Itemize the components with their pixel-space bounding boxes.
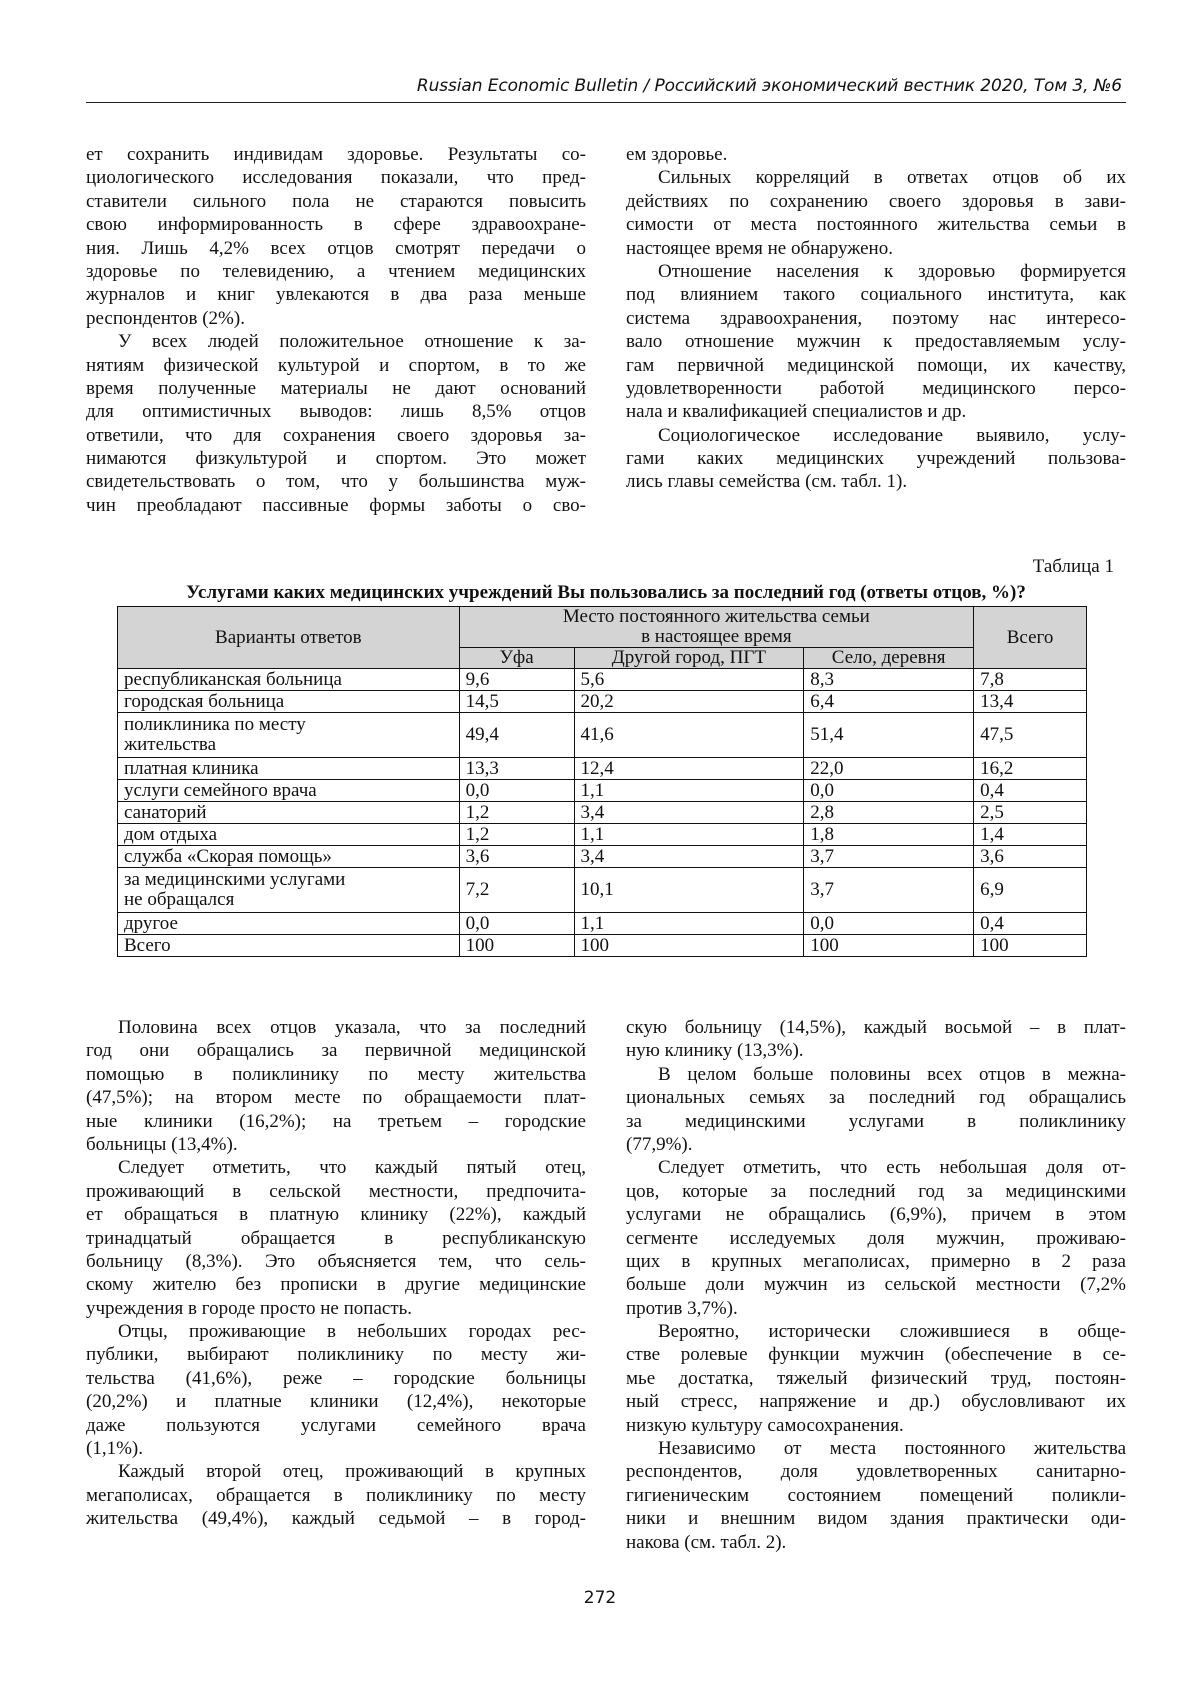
row-value: 1,4 <box>974 824 1087 846</box>
row-value: 3,7 <box>804 846 974 868</box>
row-label-line: не обращался <box>124 889 235 910</box>
table-row <box>118 913 1087 935</box>
text-line: здоровье по телевидению, а чтением медицинских <box>86 260 586 282</box>
text-line: Сильных корреляций в ответах отцов об их <box>658 167 1126 189</box>
text-line: ет сохранить индивидам здоровье. Результаты со- <box>86 144 586 165</box>
results-table <box>117 606 1087 957</box>
text-line: В целом больше половины всех отцов в межна- <box>658 1063 1126 1085</box>
row-value: 0,4 <box>974 780 1087 802</box>
row-label-line: республиканская больница <box>124 668 342 690</box>
subheader-ufa: Уфа <box>459 648 574 669</box>
row-label <box>118 713 460 758</box>
table-row <box>118 669 1087 691</box>
text-line: Отношение населения к здоровью формируется <box>658 260 1126 282</box>
table-row <box>118 935 1087 957</box>
text-line: время полученные материалы не дают оснований <box>86 377 586 399</box>
text-line: за медицинскими услугами в поликлинику <box>626 1110 1126 1132</box>
text-line: действиях по сохранению своего здоровья в зави- <box>626 190 1126 212</box>
text-line: циональных семьях за последний год обращались <box>626 1087 1126 1109</box>
text-line: даже пользуются услугами семейного врача <box>86 1414 586 1436</box>
text-line: (20,2%) и платные клиники (12,4%), некоторые <box>86 1391 586 1413</box>
top-right-column <box>626 143 1126 494</box>
row-label-line: служба «Скорая помощь» <box>124 845 332 867</box>
text-line: циологического исследования показали, что пред- <box>86 167 586 189</box>
row-label <box>118 913 460 935</box>
header-total: Всего <box>974 607 1087 669</box>
text-line: Вероятно, исторически сложившиеся в обще- <box>658 1321 1126 1343</box>
text-line: Каждый второй отец, проживающий в крупных <box>118 1461 586 1483</box>
row-label <box>118 824 460 846</box>
row-value: 100 <box>804 935 974 957</box>
row-value: 5,6 <box>574 669 804 691</box>
text-line: скому жителю без прописки в другие медицинские <box>86 1274 586 1296</box>
text-line: услугами не обращались (6,9%), причем в этом <box>626 1204 1126 1226</box>
row-label-line: поликлиника по месту <box>124 714 306 735</box>
header-place <box>459 607 973 648</box>
text-line: проживающий в сельской местности, предпочита- <box>86 1180 586 1202</box>
row-value: 9,6 <box>459 669 574 691</box>
text-line: скую больницу (14,5%), каждый восьмой – в плат- <box>626 1017 1126 1038</box>
row-label <box>118 691 460 713</box>
text-line: ем здоровье. <box>626 144 728 165</box>
row-label <box>118 758 460 780</box>
text-line: ники и внешним видом здания практически оди- <box>626 1508 1126 1530</box>
text-line: год они обращались за первичной медицинской <box>86 1040 586 1062</box>
row-label-line: городская больница <box>124 690 285 712</box>
text-line: респондентов (2%). <box>86 307 245 329</box>
text-line: чин преобладают пассивные формы заботы о сво- <box>86 494 586 516</box>
text-line: гами каких медицинских учреждений пользова- <box>626 448 1126 470</box>
row-value: 1,2 <box>459 824 574 846</box>
table-row <box>118 802 1087 824</box>
row-value: 1,8 <box>804 824 974 846</box>
row-value: 3,4 <box>574 846 804 868</box>
text-line: Половина всех отцов указала, что за последний <box>118 1017 586 1038</box>
row-value: 2,8 <box>804 802 974 824</box>
subheader-other-city: Другой город, ПГТ <box>574 648 804 669</box>
text-line: Социологическое исследование выявило, услу- <box>658 424 1126 446</box>
text-line: (77,9%). <box>626 1133 693 1155</box>
row-value: 14,5 <box>459 691 574 713</box>
row-value: 13,4 <box>974 691 1087 713</box>
text-line: жительства (49,4%), каждый седьмой – в город- <box>86 1508 586 1530</box>
text-line: Следует отметить, что есть небольшая доля от- <box>658 1157 1126 1179</box>
row-value: 47,5 <box>974 713 1087 758</box>
text-line: больницу (8,3%). Это объясняется тем, что сель- <box>86 1250 586 1272</box>
row-value: 0,0 <box>459 780 574 802</box>
bottom-left-column <box>86 1016 586 1531</box>
text-line: цов, которые за последний год за медицинскими <box>626 1180 1126 1202</box>
text-line: нятиям физической культурой и спортом, в то же <box>86 354 586 376</box>
top-left-column <box>86 143 586 517</box>
text-line: свою информированность в сфере здравоохране- <box>86 214 586 236</box>
row-label <box>118 780 460 802</box>
row-value: 0,0 <box>804 913 974 935</box>
row-value: 0,0 <box>804 780 974 802</box>
header-place-line1: Место постоянного жительства семьи <box>562 606 870 627</box>
row-value: 1,1 <box>574 780 804 802</box>
text-line: настоящее время не обнаружено. <box>626 237 893 259</box>
row-label-line: платная клиника <box>124 757 259 779</box>
text-line: удовлетворенности работой медицинского персо- <box>626 377 1126 399</box>
table-title: Услугами каких медицинских учреждений Вы пользовались за последний год (ответы отцов, %)? <box>186 582 1026 603</box>
bottom-right-column <box>626 1016 1126 1554</box>
header-place-line2: в настоящее время <box>641 626 792 647</box>
table-row <box>118 713 1087 758</box>
page-number: 272 <box>583 1588 617 1608</box>
row-value: 1,2 <box>459 802 574 824</box>
text-line: ные клиники (16,2%); на третьем – городские <box>86 1110 586 1132</box>
row-value: 6,9 <box>974 868 1087 913</box>
text-line: (1,1%). <box>86 1438 143 1460</box>
table-row <box>118 846 1087 868</box>
row-value: 0,0 <box>459 913 574 935</box>
row-value: 100 <box>974 935 1087 957</box>
row-label <box>118 868 460 913</box>
text-line: нимаются физкультурой и спортом. Это может <box>86 448 586 470</box>
row-label <box>118 846 460 868</box>
row-value: 49,4 <box>459 713 574 758</box>
row-label-line: дом отдыха <box>124 823 217 845</box>
text-line: мье достатка, тяжелый физический труд, постоян- <box>626 1367 1126 1389</box>
row-value: 6,4 <box>804 691 974 713</box>
table-row <box>118 691 1087 713</box>
text-line: мегаполисах, обращается в поликлинику по месту <box>86 1484 586 1506</box>
row-value: 41,6 <box>574 713 804 758</box>
row-label-line: другое <box>124 912 178 934</box>
table-row <box>118 758 1087 780</box>
text-line: публики, выбирают поликлинику по месту жи- <box>86 1344 586 1366</box>
row-value: 100 <box>574 935 804 957</box>
row-label <box>118 669 460 691</box>
row-value: 16,2 <box>974 758 1087 780</box>
text-line: больше доли мужчин из сельской местности (7,2% <box>626 1274 1126 1296</box>
text-line: нала и квалификацией специалистов и др. <box>626 401 967 423</box>
row-label-line: санаторий <box>124 801 207 823</box>
row-value: 7,8 <box>974 669 1087 691</box>
row-value: 3,4 <box>574 802 804 824</box>
row-label-line: жительства <box>124 734 217 755</box>
header-options: Варианты ответов <box>118 607 460 669</box>
table-row <box>118 780 1087 802</box>
text-line: тельства (41,6%), реже – городские больницы <box>86 1367 586 1389</box>
row-label-line: Всего <box>124 934 171 956</box>
text-line: Отцы, проживающие в небольших городах рес- <box>118 1321 586 1343</box>
row-value: 12,4 <box>574 758 804 780</box>
text-line: больницы (13,4%). <box>86 1133 238 1155</box>
row-value: 1,1 <box>574 913 804 935</box>
text-line: против 3,7%). <box>626 1297 738 1319</box>
text-line: система здравоохранения, поэтому нас интересо- <box>626 307 1126 329</box>
row-value: 20,2 <box>574 691 804 713</box>
text-line: (47,5%); на втором месте по обращаемости плат- <box>86 1087 586 1109</box>
text-line: стве ролевые функции мужчин (обеспечение в се- <box>626 1344 1126 1366</box>
row-value: 3,6 <box>459 846 574 868</box>
table-header-row <box>118 607 1087 648</box>
text-line: ную клинику (13,3%). <box>626 1040 804 1062</box>
text-line: лись главы семейства (см. табл. 1). <box>626 471 908 493</box>
text-line: помощью в поликлинику по месту жительства <box>86 1063 586 1085</box>
row-label <box>118 802 460 824</box>
text-line: ный стресс, напряжение и др.) обусловливают их <box>626 1391 1126 1413</box>
row-value: 3,7 <box>804 868 974 913</box>
row-label <box>118 935 460 957</box>
table-row <box>118 824 1087 846</box>
text-line: накова (см. табл. 2). <box>626 1531 787 1553</box>
text-line: ставители сильного пола не стараются повысить <box>86 190 586 212</box>
row-value: 13,3 <box>459 758 574 780</box>
running-header <box>86 72 1126 103</box>
row-value: 8,3 <box>804 669 974 691</box>
journal-title: Russian Economic Bulletin / Российский экономический вестник 2020, Том 3, №6 <box>416 76 1122 96</box>
text-line: тринадцатый обращается в республиканскую <box>86 1227 586 1249</box>
text-line: низкую культуру самосохранения. <box>626 1414 904 1436</box>
text-line: учреждения в городе просто не попасть. <box>86 1297 413 1319</box>
row-value: 10,1 <box>574 868 804 913</box>
text-line: ния. Лишь 4,2% всех отцов смотрят передачи о <box>86 237 586 259</box>
row-value: 1,1 <box>574 824 804 846</box>
table-row <box>118 868 1087 913</box>
text-line: для оптимистичных выводов: лишь 8,5% отцов <box>86 401 586 423</box>
row-label-line: услуги семейного врача <box>124 779 317 801</box>
text-line: Независимо от места постоянного жительства <box>658 1438 1126 1460</box>
subheader-village: Село, деревня <box>804 648 974 669</box>
text-line: симости от места постоянного жительства семьи в <box>626 214 1126 236</box>
text-line: Следует отметить, что каждый пятый отец, <box>118 1157 586 1179</box>
text-line: щих в крупных мегаполисах, примерно в 2 раза <box>626 1250 1126 1272</box>
text-line: сегменте исследуемых доля мужчин, проживаю- <box>626 1227 1126 1249</box>
text-line: гигиеническим состоянием помещений поликли- <box>626 1484 1126 1506</box>
text-line: журналов и книг увлекаются в два раза меньше <box>86 284 586 306</box>
row-value: 7,2 <box>459 868 574 913</box>
text-line: ответили, что для сохранения своего здоровья за- <box>86 424 586 446</box>
row-value: 22,0 <box>804 758 974 780</box>
text-line: вало отношение мужчин к предоставляемым услу- <box>626 331 1126 353</box>
text-line: гам первичной медицинской помощи, их качеству, <box>626 354 1126 376</box>
row-value: 2,5 <box>974 802 1087 824</box>
text-line: свидетельствовать о том, что у большинства муж- <box>86 471 586 493</box>
row-value: 3,6 <box>974 846 1087 868</box>
row-value: 0,4 <box>974 913 1087 935</box>
row-value: 100 <box>459 935 574 957</box>
row-label-line: за медицинскими услугами <box>124 869 346 890</box>
text-line: респондентов, доля удовлетворенных санитарно- <box>626 1461 1126 1483</box>
text-line: ет обращаться в платную клинику (22%), каждый <box>86 1204 586 1226</box>
table-label: Таблица 1 <box>1032 556 1114 577</box>
text-line: под влиянием такого социального института, как <box>626 284 1126 306</box>
text-line: У всех людей положительное отношение к за- <box>118 331 586 353</box>
row-value: 51,4 <box>804 713 974 758</box>
